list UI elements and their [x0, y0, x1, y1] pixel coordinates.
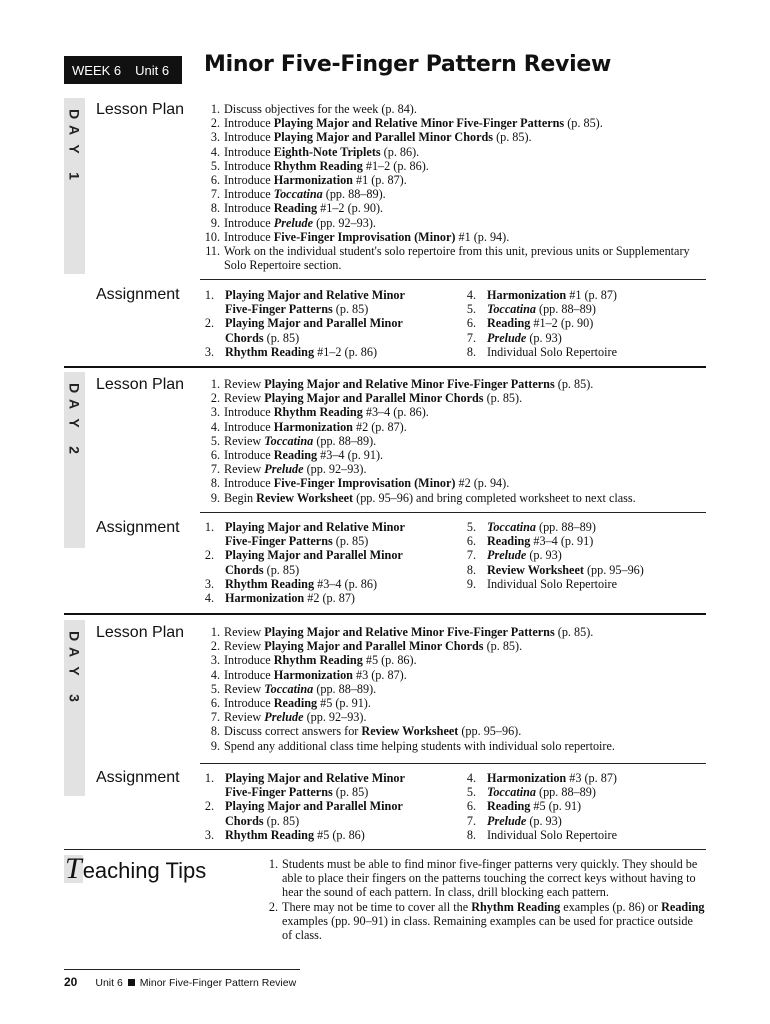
unit-label: Unit 6 — [135, 62, 170, 78]
list-item — [200, 653, 710, 667]
item-text: (pp. 88–89). — [313, 433, 377, 448]
day-tab-letter: Y — [66, 666, 83, 676]
day-2-lesson-list — [200, 377, 710, 505]
day-3-assignment-right — [462, 771, 692, 842]
list-item — [462, 577, 692, 591]
list-number: 3. — [210, 653, 220, 668]
bold-text: Playing Major and Relative Minor Five-Finger Patterns — [225, 771, 405, 800]
day-2-assignment-label: Assignment — [96, 519, 180, 536]
list-item — [200, 434, 710, 448]
list-item — [200, 345, 430, 359]
item-text: Discuss correct answers for — [224, 724, 362, 739]
list-number: 2. — [210, 639, 220, 654]
list-item — [200, 230, 710, 244]
item-text: Review — [224, 681, 265, 696]
list-number: 2. — [204, 548, 214, 563]
item-text: Introduce — [224, 653, 274, 668]
list-number: 4. — [466, 288, 476, 302]
item-text: Introduce — [224, 173, 274, 188]
list-item — [462, 345, 692, 359]
footer-rule — [64, 969, 300, 970]
list-item — [200, 187, 710, 201]
item-text: Review — [224, 625, 265, 639]
item-text: Introduce — [224, 229, 274, 244]
item-text: #1–2 (p. 86) — [314, 344, 378, 359]
item-text: (pp. 88–89) — [535, 785, 596, 800]
list-number: 3. — [210, 130, 220, 145]
list-item — [200, 476, 710, 490]
item-text: Begin — [224, 490, 257, 505]
day-3-lesson-plan-label: Lesson Plan — [96, 624, 185, 641]
day-2-assignment-left — [200, 520, 430, 605]
week-label: WEEK 6 — [72, 62, 122, 78]
list-item — [462, 548, 692, 562]
day-1-lesson-plan-label: Lesson Plan — [96, 101, 185, 118]
item-text: Introduce — [224, 419, 274, 434]
item-text: (p. 93) — [526, 813, 562, 828]
item-text: #3 (p. 87). — [352, 667, 407, 682]
list-number: 6. — [466, 799, 476, 814]
item-text: Introduce — [224, 696, 274, 711]
list-number: 5. — [466, 520, 476, 534]
list-item — [200, 491, 710, 505]
item-text: (pp. 95–96) and bring completed worksheet to next class. — [353, 490, 636, 505]
teaching-tips-list — [258, 857, 706, 942]
item-text: (p. 85). — [483, 391, 523, 406]
list-item — [200, 173, 710, 187]
item-text: #5 (p. 86) — [314, 827, 365, 842]
bold-text: Five-Finger Improvisation (Minor) — [273, 476, 456, 491]
bold-text: Reading — [273, 448, 318, 463]
day-1-label — [64, 106, 85, 184]
item-text: Introduce — [224, 130, 274, 145]
day-2-lesson-plan-label: Lesson Plan — [96, 376, 185, 393]
bold-text: Playing Major and Relative Minor Five-Finger Patterns — [264, 377, 555, 391]
list-item — [200, 668, 710, 682]
bold-text: Harmonization — [273, 419, 353, 434]
day-3-assignment-left — [200, 771, 430, 842]
italic-title: Toccatina — [487, 785, 536, 800]
list-number: 7. — [466, 813, 476, 828]
item-text: Review — [224, 391, 265, 406]
list-item — [200, 102, 710, 116]
item-text: Introduce — [224, 144, 274, 159]
list-number: 6. — [210, 696, 220, 711]
item-text: #2 (p. 87) — [304, 591, 355, 606]
list-number: 9. — [210, 215, 220, 230]
list-number: 1. — [210, 625, 220, 639]
day-tab-letter: D — [66, 630, 83, 642]
item-text: examples (p. 86) or — [560, 899, 662, 914]
day-divider — [64, 613, 706, 615]
list-item — [200, 159, 710, 173]
list-number: 2. — [204, 316, 214, 331]
list-number: 5. — [210, 681, 220, 696]
item-text: #3 (p. 87) — [566, 771, 617, 785]
list-item — [200, 625, 710, 639]
list-number: 5. — [466, 302, 476, 317]
list-number: 6. — [210, 173, 220, 188]
list-number: 8. — [210, 201, 220, 216]
item-text: #1–2 (p. 90). — [317, 201, 384, 216]
italic-title: Prelude — [273, 215, 314, 230]
list-item — [200, 130, 710, 144]
item-text: Introduce — [224, 215, 274, 230]
item-text: #5 (p. 86). — [362, 653, 417, 668]
list-number: 2. — [268, 899, 278, 914]
list-item — [200, 288, 430, 316]
list-item — [462, 331, 692, 345]
list-number: 9. — [466, 576, 476, 591]
bold-text: Reading — [273, 201, 318, 216]
list-number: 8. — [466, 562, 476, 577]
item-text: Introduce — [224, 201, 274, 216]
list-number: 5. — [210, 158, 220, 173]
bold-text: Reading — [661, 899, 705, 914]
item-text: Review — [224, 462, 265, 477]
page-number: 20 — [64, 975, 78, 989]
italic-title: Prelude — [487, 813, 527, 828]
list-item — [200, 244, 710, 272]
bold-text: Playing Major and Relative Minor Five-Finger Patterns — [225, 288, 405, 317]
list-item — [200, 462, 710, 476]
day-2-label — [64, 380, 85, 458]
list-item — [462, 785, 692, 799]
teaching-tips-title — [64, 852, 207, 885]
list-item — [200, 145, 710, 159]
item-text: #1–2 (p. 86). — [362, 158, 429, 173]
divider — [200, 512, 706, 513]
bold-text: Playing Major and Parallel Minor Chords — [264, 639, 484, 654]
day-tab-letter: 1 — [66, 172, 83, 180]
item-text: #3–4 (p. 86) — [314, 576, 378, 591]
italic-title: Prelude — [487, 548, 527, 563]
list-item — [200, 201, 710, 215]
day-tab-letter: D — [66, 382, 83, 394]
bold-text: Reading — [487, 316, 531, 331]
list-item — [200, 639, 710, 653]
item-text: (p. 85) — [332, 785, 369, 800]
item-text: (p. 85) — [332, 302, 369, 317]
item-text: Review — [224, 433, 265, 448]
list-item — [200, 799, 430, 827]
item-text: #2 (p. 94). — [455, 476, 510, 491]
bold-text: Playing Major and Relative Minor Five-Finger Patterns — [264, 625, 555, 639]
bold-text: Playing Major and Parallel Minor Chords — [225, 316, 403, 345]
day-3-label — [64, 628, 85, 706]
divider — [200, 763, 706, 764]
list-item — [462, 302, 692, 316]
item-text: Introduce — [224, 667, 274, 682]
item-text: Individual Solo Repertoire — [487, 827, 617, 842]
page-title: Minor Five-Finger Pattern Review — [204, 52, 611, 77]
day-tab-letter: 3 — [66, 694, 83, 702]
list-item — [258, 900, 706, 943]
list-item — [462, 520, 692, 534]
bold-text: Rhythm Reading — [225, 827, 315, 842]
bold-text: Review Worksheet — [361, 724, 459, 739]
day-tab-letter: D — [66, 108, 83, 120]
list-number: 3. — [204, 344, 214, 359]
list-number: 1. — [210, 377, 220, 391]
list-number: 8. — [466, 827, 476, 842]
item-text: (p. 85) — [263, 330, 300, 345]
item-text: #1 (p. 87). — [352, 173, 407, 188]
list-number: 8. — [466, 344, 476, 359]
bold-text: Playing Major and Relative Minor Five-Finger Patterns — [273, 116, 565, 131]
item-text: (p. 93) — [526, 330, 562, 345]
item-text: Introduce — [224, 116, 274, 131]
list-item — [200, 591, 430, 605]
day-1-lesson-list — [200, 102, 710, 272]
day-tab-letter: A — [66, 646, 83, 658]
day-tab-letter: A — [66, 398, 83, 410]
footer-unit: Unit 6 — [95, 977, 123, 989]
item-text: (p. 85). — [483, 639, 523, 654]
item-text: (p. 85). — [564, 116, 603, 131]
item-text: Review — [224, 710, 265, 725]
item-text: (pp. 92–93). — [303, 710, 367, 725]
item-text: (p. 86). — [380, 144, 420, 159]
list-item — [462, 799, 692, 813]
day-2-assignment-right — [462, 520, 692, 591]
italic-title: Prelude — [264, 462, 304, 477]
item-text: (p. 85) — [263, 813, 300, 828]
item-text: Review — [224, 639, 265, 654]
bold-text: Harmonization — [273, 173, 353, 188]
day-tab-letter: 2 — [66, 446, 83, 454]
bold-text: Harmonization — [225, 591, 305, 606]
italic-title: Toccatina — [487, 302, 536, 317]
list-number: 1. — [204, 771, 214, 785]
italic-title: Toccatina — [487, 520, 536, 534]
list-item — [462, 828, 692, 842]
list-number: 3. — [204, 576, 214, 591]
list-number: 2. — [210, 116, 220, 131]
list-item — [200, 771, 430, 799]
item-text: Individual Solo Repertoire — [487, 576, 617, 591]
italic-title: Toccatina — [264, 433, 314, 448]
item-text: examples (pp. 90–91) in class. Remaining examples can be used for practice outside of class. — [282, 913, 693, 943]
italic-title: Toccatina — [273, 187, 323, 202]
item-text: #2 (p. 87). — [352, 419, 407, 434]
bold-text: Review Worksheet — [256, 490, 354, 505]
bold-text: Playing Major and Parallel Minor Chords — [225, 548, 403, 577]
item-text: Introduce — [224, 158, 274, 173]
item-text: There may not be time to cover all the — [282, 899, 472, 914]
bold-text: Five-Finger Improvisation (Minor) — [273, 229, 456, 244]
bold-text: Rhythm Reading — [225, 576, 315, 591]
list-number: 4. — [204, 591, 214, 606]
list-item — [200, 391, 710, 405]
list-item — [200, 828, 430, 842]
day-tab-letter: A — [66, 124, 83, 136]
list-number: 10. — [204, 229, 220, 244]
day-1-tab — [64, 98, 85, 274]
list-number: 1. — [204, 520, 214, 534]
list-item — [200, 682, 710, 696]
item-text: Introduce — [224, 448, 274, 463]
week-badge — [64, 56, 182, 84]
list-item — [462, 288, 692, 302]
footer-section: Minor Five-Finger Pattern Review — [139, 977, 297, 989]
item-text: Spend any additional class time helping students with individual solo repertoire. — [224, 738, 615, 753]
day-3-assignment-label: Assignment — [96, 769, 180, 786]
day-1-assignment-label: Assignment — [96, 286, 180, 303]
divider — [200, 279, 706, 280]
list-item — [200, 448, 710, 462]
list-number: 7. — [210, 710, 220, 725]
item-text: #1 (p. 87) — [566, 288, 617, 302]
list-number: 3. — [210, 405, 220, 420]
day-3-tab — [64, 620, 85, 796]
bold-text: Playing Major and Relative Minor Five-Finger Patterns — [225, 520, 405, 549]
list-item — [200, 548, 430, 576]
item-text: (p. 85). — [493, 130, 532, 145]
square-bullet-icon — [128, 979, 135, 986]
list-item — [200, 696, 710, 710]
list-item — [462, 316, 692, 330]
list-number: 7. — [210, 187, 220, 202]
bold-text: Reading — [487, 534, 531, 549]
bold-text: Harmonization — [487, 288, 567, 302]
italic-title: Prelude — [264, 710, 304, 725]
item-text: (pp. 92–93). — [303, 462, 367, 477]
item-text: (p. 85) — [263, 562, 300, 577]
item-text: Students must be able to find minor five-finger patterns very quickly. They should be able to place their fingers on the patterns touching the correct keys without having to hear the sound of each pattern. In class, drill blocking each pattern. — [282, 857, 698, 900]
list-item — [200, 710, 710, 724]
item-text: (pp. 92–93). — [313, 215, 376, 230]
list-number: 6. — [466, 316, 476, 331]
bold-text: Rhythm Reading — [471, 899, 561, 914]
day-1-assignment-left — [200, 288, 430, 359]
item-text: Discuss objectives for the week (p. 84). — [224, 102, 417, 116]
italic-title: Prelude — [487, 330, 527, 345]
item-text: #3–4 (p. 86). — [362, 405, 429, 420]
divider — [64, 849, 706, 850]
list-number: 9. — [210, 738, 220, 753]
list-number: 6. — [210, 448, 220, 463]
list-number: 4. — [210, 419, 220, 434]
item-text: #3–4 (p. 91). — [317, 448, 384, 463]
list-item — [200, 577, 430, 591]
list-number: 5. — [466, 785, 476, 800]
item-text: (pp. 88–89). — [322, 187, 386, 202]
bold-text: Rhythm Reading — [273, 158, 363, 173]
bold-text: Eighth-Note Triplets — [273, 144, 381, 159]
item-text: Introduce — [224, 405, 274, 420]
item-text: (p. 85). — [554, 625, 594, 639]
item-text: (pp. 88–89) — [535, 520, 596, 534]
list-number: 4. — [210, 667, 220, 682]
item-text: #1–2 (p. 90) — [530, 316, 594, 331]
item-text: (p. 85) — [332, 534, 369, 549]
item-text: (p. 93) — [526, 548, 562, 563]
list-item — [200, 116, 710, 130]
bold-text: Reading — [487, 799, 531, 814]
list-item — [258, 857, 706, 900]
bold-text: Reading — [273, 696, 318, 711]
list-number: 4. — [210, 144, 220, 159]
list-number: 8. — [210, 476, 220, 491]
bold-text: Review Worksheet — [487, 562, 584, 577]
item-text: (p. 85). — [554, 377, 594, 391]
list-item — [200, 420, 710, 434]
list-item — [200, 405, 710, 419]
day-2-tab — [64, 372, 85, 548]
list-number: 4. — [466, 771, 476, 785]
bold-text: Rhythm Reading — [273, 653, 363, 668]
bold-text: Playing Major and Parallel Minor Chords — [225, 799, 403, 828]
day-tab-letter: Y — [66, 418, 83, 428]
item-text: Introduce — [224, 476, 274, 491]
day-tab-letter: Y — [66, 144, 83, 154]
list-number: 1. — [204, 288, 214, 302]
list-number: 6. — [466, 534, 476, 549]
list-number: 2. — [210, 391, 220, 406]
list-number: 5. — [210, 433, 220, 448]
list-item — [200, 377, 710, 391]
item-text: Introduce — [224, 187, 274, 202]
list-number: 8. — [210, 724, 220, 739]
item-text: Work on the individual student's solo repertoire from this unit, previous units or Supplementary Solo Repertoire section. — [224, 244, 690, 273]
item-text: (pp. 88–89). — [313, 681, 377, 696]
list-number: 9. — [210, 490, 220, 505]
page-footer — [64, 975, 296, 989]
list-item — [200, 724, 710, 738]
list-item — [462, 814, 692, 828]
list-item — [200, 316, 430, 344]
list-number: 2. — [204, 799, 214, 814]
italic-title: Toccatina — [264, 681, 314, 696]
list-item — [200, 739, 710, 753]
list-number: 1. — [268, 857, 278, 871]
bold-text: Rhythm Reading — [225, 344, 315, 359]
item-text: (pp. 95–96) — [583, 562, 644, 577]
list-number: 7. — [466, 330, 476, 345]
list-item — [462, 534, 692, 548]
list-item — [462, 771, 692, 785]
day-3-lesson-list — [200, 625, 710, 753]
item-text: (pp. 88–89) — [535, 302, 596, 317]
item-text: Review — [224, 377, 265, 391]
bold-text: Playing Major and Parallel Minor Chords — [264, 391, 484, 406]
list-number: 1. — [210, 102, 220, 116]
list-item — [200, 216, 710, 230]
list-item — [462, 563, 692, 577]
list-item — [200, 520, 430, 548]
item-text: Individual Solo Repertoire — [487, 344, 617, 359]
item-text: #5 (p. 91). — [317, 696, 371, 711]
bold-text: Harmonization — [487, 771, 567, 785]
bold-text: Rhythm Reading — [273, 405, 363, 420]
item-text: #5 (p. 91) — [530, 799, 582, 814]
teaching-tips-rest: eaching Tips — [82, 858, 207, 883]
item-text: #1 (p. 94). — [455, 229, 510, 244]
day-1-assignment-right — [462, 288, 692, 359]
list-number: 7. — [466, 548, 476, 563]
item-text: (pp. 95–96). — [458, 724, 522, 739]
list-number: 3. — [204, 827, 214, 842]
list-number: 7. — [210, 462, 220, 477]
item-text: #3–4 (p. 91) — [530, 534, 594, 549]
teaching-tips-initial: T — [65, 852, 82, 885]
bold-text: Harmonization — [273, 667, 353, 682]
list-number: 11. — [205, 244, 220, 259]
bold-text: Playing Major and Parallel Minor Chords — [273, 130, 494, 145]
day-divider — [64, 366, 706, 368]
